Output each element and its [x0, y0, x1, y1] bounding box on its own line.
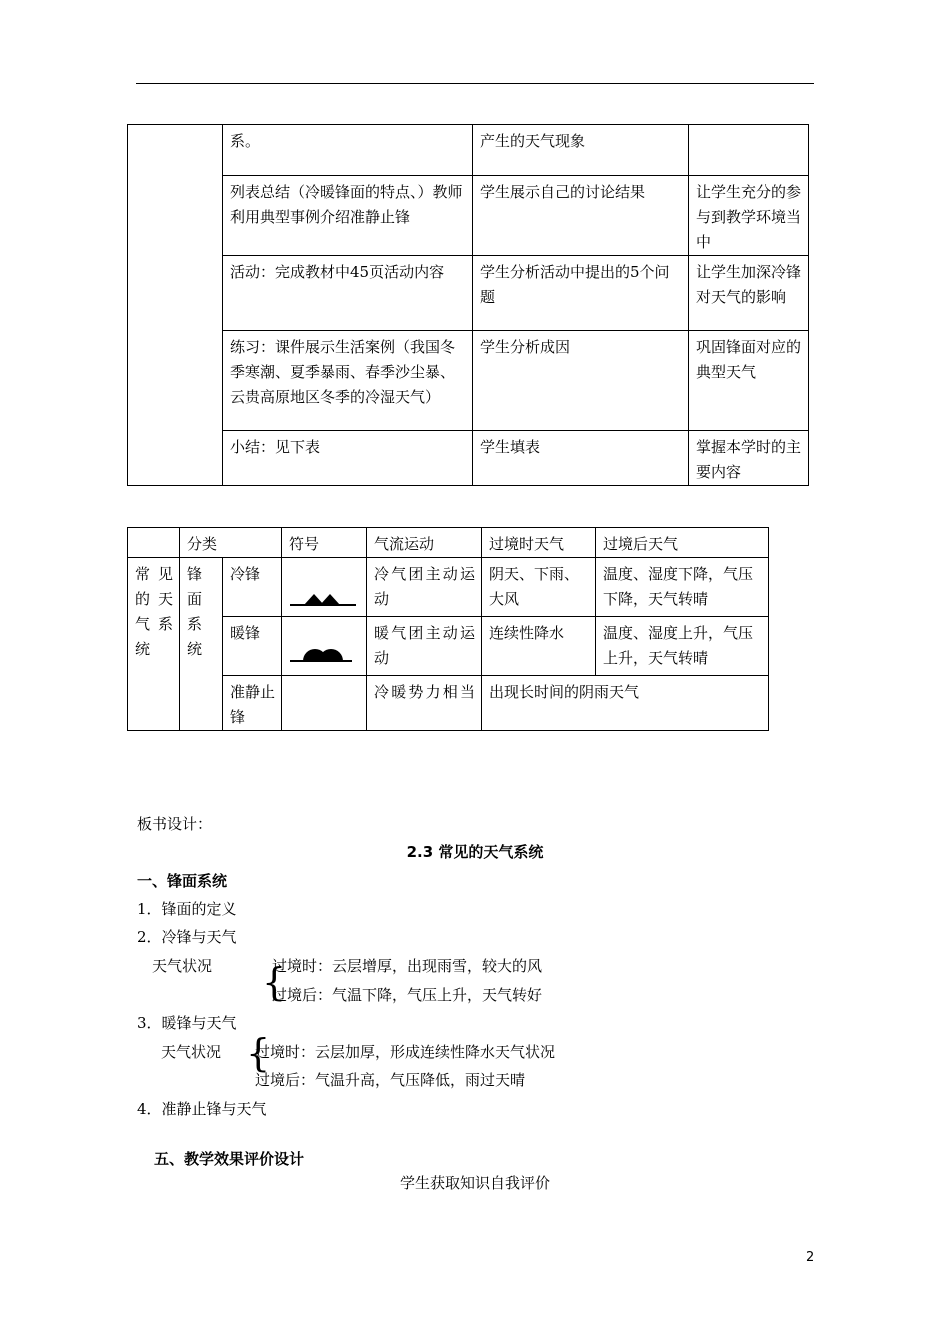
page-number: 2	[806, 1250, 815, 1265]
header-after: 过境后天气	[596, 528, 769, 558]
section-heading-1: 一、锋面系统	[137, 872, 228, 890]
after-cell: 温度、湿度上升，气压上升，天气转晴	[596, 617, 769, 676]
purpose-cell: 掌握本学时的主要内容	[689, 431, 809, 486]
activity-cell: 练习：课件展示生活案例（我国冬季寒潮、夏季暴雨、春季沙尘暴、云贵高原地区冬季的冷湿天气）	[223, 331, 473, 431]
header-airflow: 气流运动	[367, 528, 482, 558]
activity-cell: 活动：完成教材中45页活动内容	[223, 256, 473, 331]
table-header-row	[128, 528, 769, 558]
header-during: 过境时天气	[482, 528, 596, 558]
header-category: 分类	[180, 528, 282, 558]
table-row	[128, 617, 769, 676]
activity-cell: 系。	[223, 125, 473, 176]
front-name-cell: 冷锋	[223, 558, 282, 617]
table-row	[128, 125, 809, 176]
during-cell: 连续性降水	[482, 617, 596, 676]
student-cell: 学生分析活动中提出的5个问题	[473, 256, 689, 331]
airflow-cell: 冷气团主动运动	[367, 558, 482, 617]
brace-icon: {	[246, 1031, 271, 1075]
airflow-cell: 暖气团主动运动	[367, 617, 482, 676]
student-cell: 学生填表	[473, 431, 689, 486]
purpose-cell: 让学生加深冷锋对天气的影响	[689, 256, 809, 331]
board-item-2: 2．冷锋与天气	[137, 928, 237, 946]
board-item-1: 1．锋面的定义	[137, 900, 237, 918]
purpose-cell: 让学生充分的参与到教学环境当中	[689, 176, 809, 256]
student-cell: 学生展示自己的讨论结果	[473, 176, 689, 256]
table-row	[128, 256, 809, 331]
stage-cell	[128, 125, 223, 486]
section-5-subtitle: 学生获取知识自我评价	[399, 1174, 550, 1192]
student-cell: 产生的天气现象	[473, 125, 689, 176]
header-rule	[136, 83, 814, 84]
during-after-cell: 出现长时间的阴雨天气	[482, 676, 769, 731]
table-row	[128, 176, 809, 256]
table-row	[128, 558, 769, 617]
cold-during-text: 过境时：云层增厚，出现雨雪，较大的风	[272, 957, 543, 975]
front-name-cell: 准静止锋	[223, 676, 282, 731]
board-label: 板书设计：	[137, 815, 213, 833]
warm-front-symbol-cell	[282, 617, 367, 676]
student-cell: 学生分析成因	[473, 331, 689, 431]
board-item-3: 3．暖锋与天气	[137, 1014, 237, 1032]
board-item-4: 4．准静止锋与天气	[137, 1100, 267, 1118]
subgroup-label-cell: 锋面系统	[180, 558, 223, 731]
header-blank	[128, 528, 180, 558]
warm-after-text: 过境后：气温升高，气压降低，雨过天晴	[255, 1071, 526, 1089]
cold-front-symbol-icon	[282, 558, 367, 608]
table-row	[128, 676, 769, 731]
section-heading-5: 五、教学效果评价设计	[154, 1150, 305, 1168]
warm-during-text: 过境时：云层加厚，形成连续性降水天气状况	[255, 1043, 556, 1061]
activity-cell: 列表总结（冷暖锋面的特点、）教师利用典型事例介绍准静止锋	[223, 176, 473, 256]
cold-front-symbol-cell	[282, 558, 367, 617]
front-name-cell: 暖锋	[223, 617, 282, 676]
symbol-blank-cell	[282, 676, 367, 731]
cold-weather-label: 天气状况	[152, 957, 213, 975]
brace-icon: {	[262, 960, 287, 1004]
cold-after-text: 过境后：气温下降，气压上升，天气转好	[272, 986, 543, 1004]
table-row	[128, 431, 809, 486]
lesson-plan-table	[127, 124, 809, 486]
during-cell: 阴天、下雨、大风	[482, 558, 596, 617]
warm-front-symbol-icon	[282, 617, 367, 667]
activity-cell: 小结：见下表	[223, 431, 473, 486]
weather-system-table	[127, 527, 769, 731]
after-cell: 温度、湿度下降，气压下降，天气转晴	[596, 558, 769, 617]
purpose-cell	[689, 125, 809, 176]
airflow-cell: 冷暖势力相当	[367, 676, 482, 731]
warm-weather-label: 天气状况	[161, 1043, 222, 1061]
purpose-cell: 巩固锋面对应的典型天气	[689, 331, 809, 431]
group-label-cell: 常见的天气系统	[128, 558, 180, 731]
header-symbol: 符号	[282, 528, 367, 558]
board-title: 2.3 常见的天气系统	[406, 843, 544, 861]
table-row	[128, 331, 809, 431]
